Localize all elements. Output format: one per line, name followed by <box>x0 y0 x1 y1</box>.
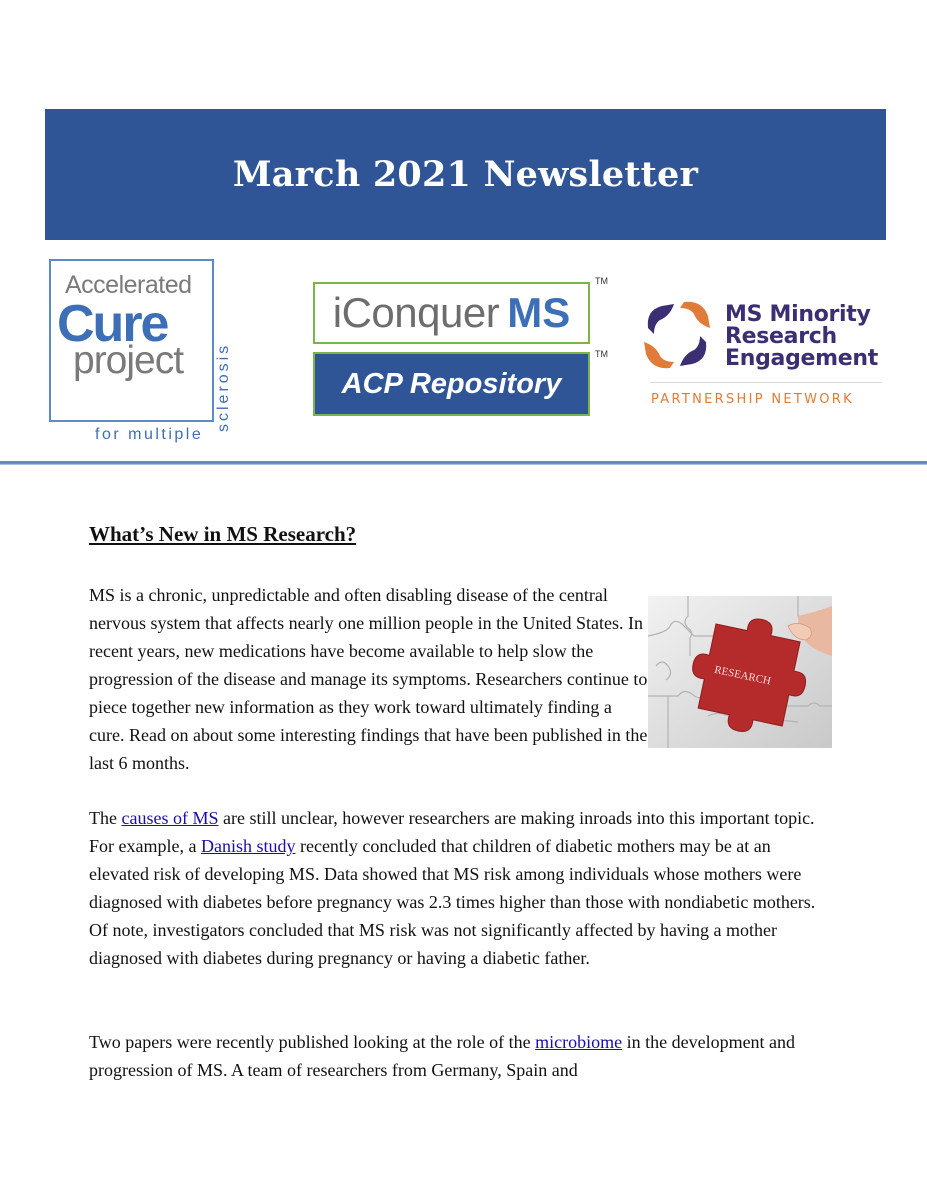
iconquer-text: iConquer <box>332 289 500 336</box>
acp-logo-frame <box>49 259 214 422</box>
microbiome-paragraph <box>89 1028 829 1084</box>
acp-repository-logo: ACP Repository <box>313 352 590 416</box>
causes-text-2: are still unclear, however researchers are making inroads into this important topic. For example, a <box>89 808 815 856</box>
repository-trademark: TM <box>595 349 608 359</box>
iconquer-ms-text: MS <box>507 289 571 336</box>
section-heading: What’s New in MS Research? <box>89 522 357 546</box>
accelerated-cure-project-logo <box>49 259 239 449</box>
acp-logo-accelerated: Accelerated <box>65 271 192 299</box>
ms-minority-research-engagement-logo <box>637 272 894 414</box>
newsletter-banner <box>45 109 886 240</box>
acp-logo-cure: Cure <box>57 295 168 353</box>
research-puzzle-image <box>648 596 832 748</box>
iconquer-trademark: TM <box>595 276 608 286</box>
causes-text-1: The <box>89 808 122 828</box>
acp-logo-for-multiple: for multiple <box>95 426 204 443</box>
iconquer-ms-logo <box>313 282 590 344</box>
clasped-hands-icon <box>640 298 714 372</box>
microbiome-link[interactable]: microbiome <box>535 1032 623 1052</box>
msmre-line-3: Engagement <box>725 346 878 371</box>
microbiome-text-2: in the development and progression of MS. A team of researchers from Germany, Spain and <box>89 1032 796 1080</box>
causes-paragraph <box>89 804 829 972</box>
causes-of-ms-link[interactable]: causes of MS <box>121 808 219 828</box>
section-divider <box>0 461 927 465</box>
msmre-subtitle: PARTNERSHIP NETWORK <box>651 392 854 407</box>
acp-logo-project: project <box>73 339 184 382</box>
causes-text-3: recently concluded that children of diabetic mothers may be at an elevated risk of developing MS. Data showed that MS risk among individuals whose mothers were diagnosed with diabetes before pregnancy was 2.3 times higher than those with nondiabetic mothers. Of note, investigators concluded that MS risk was not significantly affected by having a mother diagnosed with diabetes during pregnancy or having a diabetic father. <box>89 836 816 968</box>
puzzle-piece-label: RESEARCH <box>713 663 772 688</box>
acp-logo-sclerosis: sclerosis <box>215 342 232 432</box>
newsletter-title: March 2021 Newsletter <box>232 154 699 195</box>
intro-paragraph: MS is a chronic, unpredictable and often disabling disease of the central nervous system that affects nearly one million people in the United States. In recent years, new medications have become available to help slow the progression of the disease and manage its symptoms. Researchers continue to piece together new information as they work toward ultimately finding a cure. Read on about some interesting findings that have been published in the last 6 months. <box>89 585 648 773</box>
msmre-line-2: Research <box>725 324 837 349</box>
msmre-line-1: MS Minority <box>725 302 871 327</box>
msmre-divider <box>650 382 882 383</box>
danish-study-link[interactable]: Danish study <box>200 836 296 856</box>
microbiome-text-1: Two papers were recently published looking at the role of the <box>89 1032 536 1052</box>
